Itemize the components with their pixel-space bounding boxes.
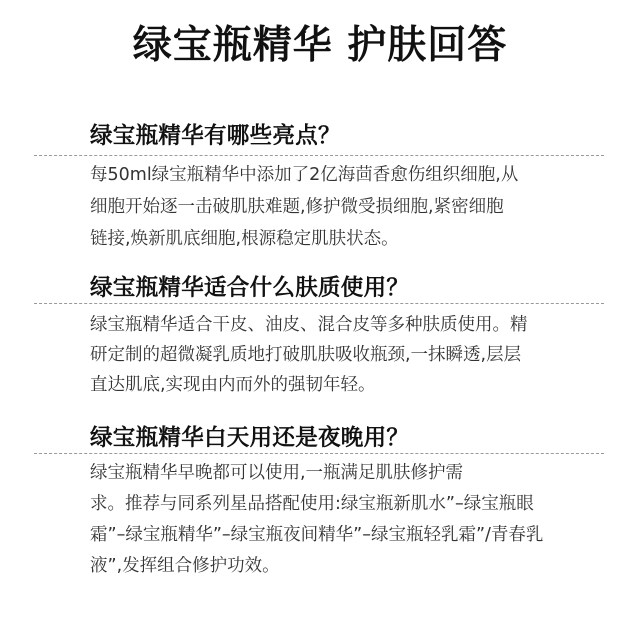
dashed-divider: [34, 303, 604, 304]
answer-line: 液”,发挥组合修护功效。: [90, 556, 280, 576]
page-title: 绿宝瓶精华 护肤回答: [132, 23, 508, 68]
answer-paragraph: [90, 159, 605, 255]
answer-line: 求。推荐与同系列星品搭配使用:绿宝瓶新肌水”–绿宝瓶眼: [90, 494, 534, 514]
answer-line: 绿宝瓶精华早晚都可以使用,一瓶满足肌肤修护需: [90, 463, 464, 483]
question-heading: 绿宝瓶精华适合什么肤质使用？: [90, 275, 410, 301]
answer-line: 霜”–绿宝瓶精华”–绿宝瓶夜间精华”–绿宝瓶轻乳霜”/青春乳: [90, 525, 544, 545]
answer-line: 绿宝瓶精华适合干皮、油皮、混合皮等多种肤质使用。精: [90, 315, 528, 335]
answer-line: 研定制的超微凝乳质地打破肌肤吸收瓶颈,一抹瞬透,层层: [90, 345, 522, 365]
answer-line: 细胞开始逐一击破肌肤难题,修护微受损细胞,紧密细胞: [90, 197, 504, 217]
question-heading: 绿宝瓶精华白天用还是夜晚用？: [90, 425, 410, 451]
question-heading: 绿宝瓶精华有哪些亮点？: [90, 123, 341, 149]
answer-line: 每50ml绿宝瓶精华中添加了2亿海茴香愈伤组织细胞,从: [90, 165, 519, 185]
answer-line: 直达肌底,实现由内而外的强韧年轻。: [90, 375, 376, 395]
answer-line: 链接,焕新肌底细胞,根源稳定肌肤状态。: [90, 229, 399, 249]
answer-paragraph: [90, 458, 605, 582]
dashed-divider: [34, 453, 604, 454]
answer-paragraph: [90, 310, 605, 400]
dashed-divider: [34, 155, 604, 156]
